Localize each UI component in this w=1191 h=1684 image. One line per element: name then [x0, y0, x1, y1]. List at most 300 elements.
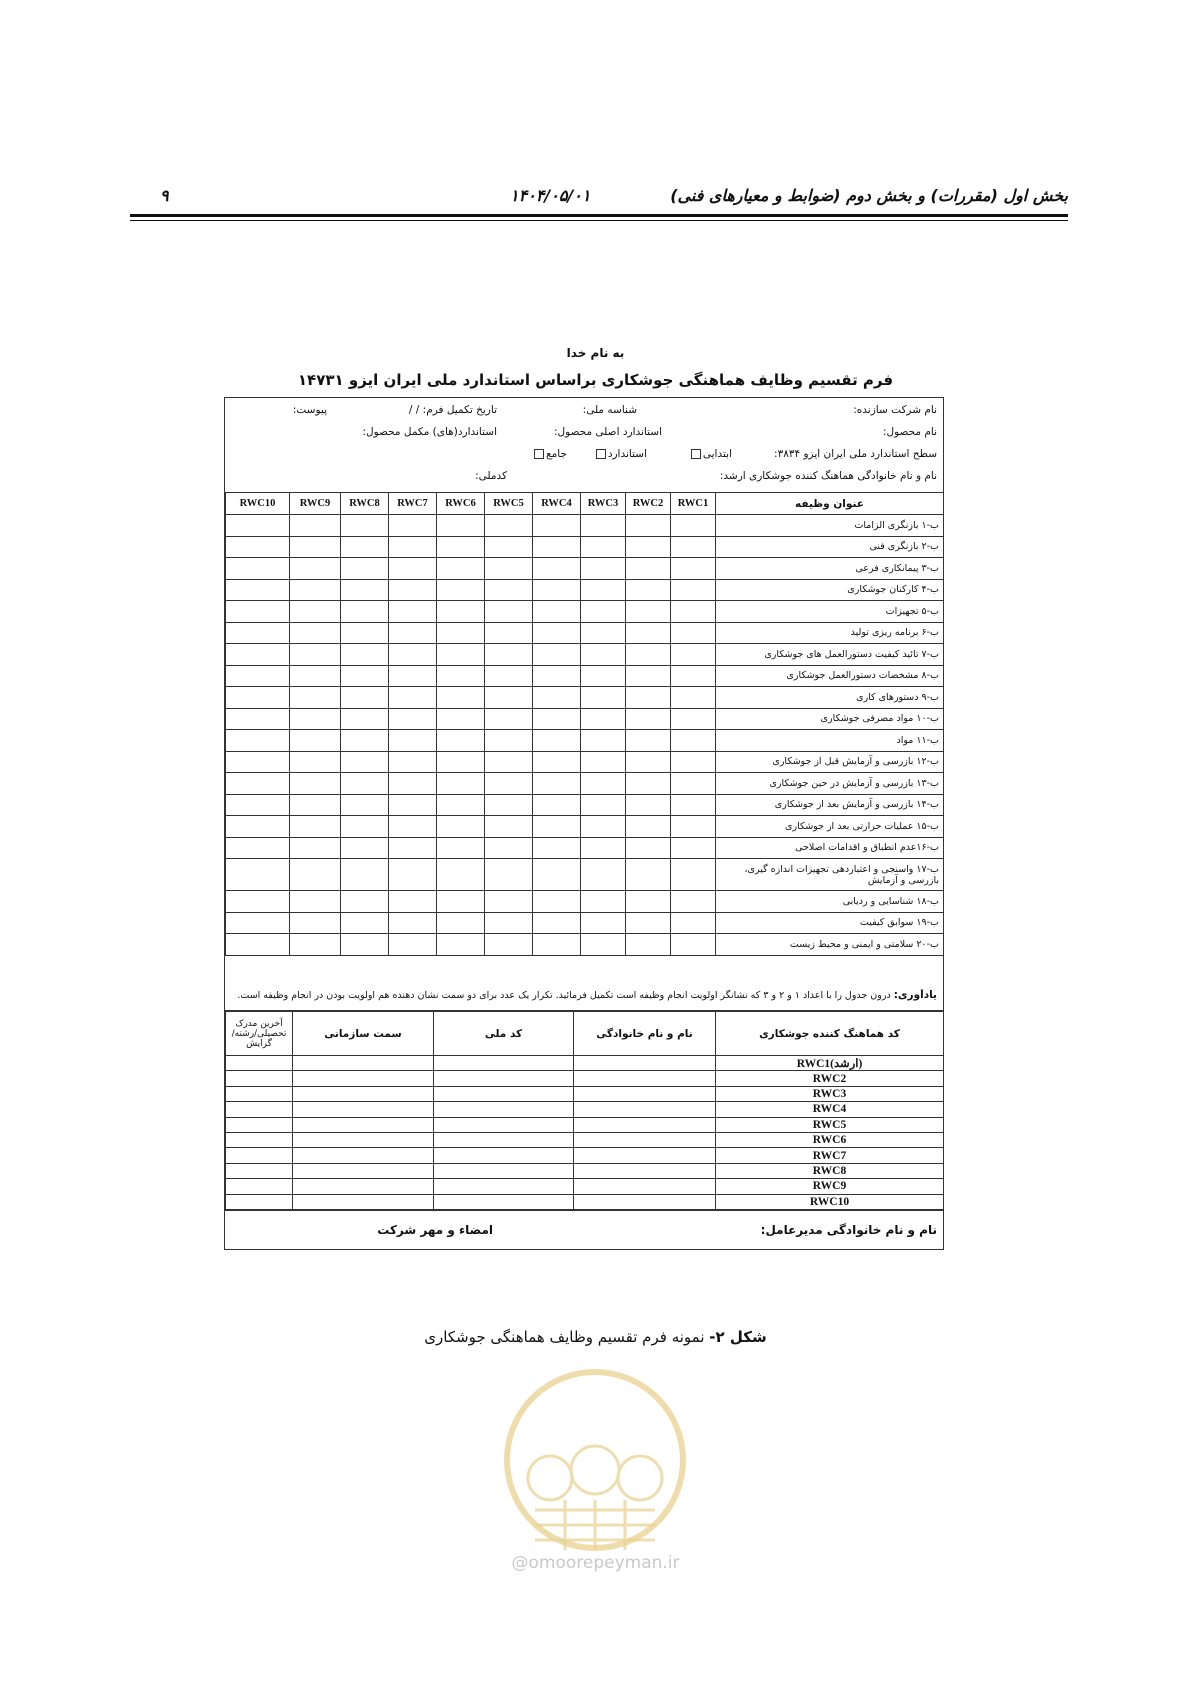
- priority-cell[interactable]: [533, 859, 581, 891]
- task-title: ب-۷ تائید کیفیت دستورالعمل های جوشکاری: [716, 644, 944, 666]
- priority-cell[interactable]: [437, 934, 485, 956]
- priority-cell[interactable]: [389, 912, 437, 934]
- priority-cell[interactable]: [626, 773, 671, 795]
- priority-cell[interactable]: [290, 730, 341, 752]
- coordinator-code: RWC5: [716, 1117, 944, 1132]
- task-row: [226, 601, 944, 623]
- priority-cell[interactable]: [485, 891, 533, 913]
- header-date: ۱۴۰۴/۰۵/۰۱: [510, 186, 591, 205]
- priority-cell[interactable]: [485, 601, 533, 623]
- priority-cell[interactable]: [533, 622, 581, 644]
- priority-cell[interactable]: [341, 816, 389, 838]
- priority-cell[interactable]: [389, 891, 437, 913]
- priority-cell[interactable]: [341, 622, 389, 644]
- priority-cell[interactable]: [437, 622, 485, 644]
- coordinator-field[interactable]: [226, 1102, 293, 1117]
- priority-cell[interactable]: [485, 794, 533, 816]
- coordinator-field[interactable]: [574, 1163, 716, 1178]
- priority-cell[interactable]: [290, 773, 341, 795]
- coordinator-field[interactable]: [293, 1194, 434, 1209]
- priority-cell[interactable]: [581, 773, 626, 795]
- priority-cell[interactable]: [290, 601, 341, 623]
- priority-cell[interactable]: [290, 837, 341, 859]
- coordinator-field[interactable]: [434, 1163, 574, 1178]
- priority-cell[interactable]: [533, 558, 581, 580]
- priority-cell[interactable]: [671, 536, 716, 558]
- priority-cell[interactable]: [290, 644, 341, 666]
- page-header: [130, 186, 1068, 210]
- priority-cell[interactable]: [485, 622, 533, 644]
- priority-cell[interactable]: [389, 837, 437, 859]
- priority-cell[interactable]: [226, 687, 290, 709]
- priority-cell[interactable]: [226, 665, 290, 687]
- priority-cell[interactable]: [226, 859, 290, 891]
- priority-cell[interactable]: [626, 536, 671, 558]
- priority-cell[interactable]: [341, 558, 389, 580]
- priority-cell[interactable]: [671, 665, 716, 687]
- priority-cell[interactable]: [626, 837, 671, 859]
- priority-cell[interactable]: [226, 816, 290, 838]
- priority-cell[interactable]: [226, 579, 290, 601]
- priority-cell[interactable]: [437, 912, 485, 934]
- priority-cell[interactable]: [226, 912, 290, 934]
- priority-cell[interactable]: [671, 859, 716, 891]
- priority-cell[interactable]: [533, 687, 581, 709]
- priority-cell[interactable]: [581, 708, 626, 730]
- priority-cell[interactable]: [485, 837, 533, 859]
- coordinators-body: [226, 1056, 944, 1210]
- priority-cell[interactable]: [226, 558, 290, 580]
- coordinator-field[interactable]: [293, 1163, 434, 1178]
- priority-cell[interactable]: [290, 794, 341, 816]
- priority-cell[interactable]: [581, 601, 626, 623]
- task-row: [226, 859, 944, 891]
- priority-cell[interactable]: [626, 859, 671, 891]
- priority-cell[interactable]: [226, 644, 290, 666]
- priority-cell[interactable]: [671, 708, 716, 730]
- coordinator-field[interactable]: [293, 1086, 434, 1101]
- priority-cell[interactable]: [581, 665, 626, 687]
- coordinator-field[interactable]: [293, 1148, 434, 1163]
- priority-cell[interactable]: [581, 579, 626, 601]
- priority-cell[interactable]: [341, 859, 389, 891]
- priority-cell[interactable]: [581, 730, 626, 752]
- coordinator-field[interactable]: [226, 1194, 293, 1209]
- priority-cell[interactable]: [485, 644, 533, 666]
- coordinator-code: RWC9: [716, 1179, 944, 1194]
- priority-cell[interactable]: [533, 708, 581, 730]
- priority-cell[interactable]: [226, 601, 290, 623]
- coordinator-field[interactable]: [434, 1179, 574, 1194]
- priority-cell[interactable]: [626, 558, 671, 580]
- priority-cell[interactable]: [533, 891, 581, 913]
- priority-cell[interactable]: [671, 601, 716, 623]
- priority-cell[interactable]: [437, 891, 485, 913]
- priority-cell[interactable]: [389, 687, 437, 709]
- priority-cell[interactable]: [626, 665, 671, 687]
- priority-cell[interactable]: [581, 751, 626, 773]
- coordinator-row: [226, 1148, 944, 1163]
- task-title-header: عنوان وظیفه: [716, 493, 944, 515]
- priority-cell[interactable]: [485, 665, 533, 687]
- priority-cell[interactable]: [341, 601, 389, 623]
- priority-cell[interactable]: [581, 687, 626, 709]
- priority-cell[interactable]: [437, 837, 485, 859]
- coordinator-field[interactable]: [434, 1086, 574, 1101]
- priority-cell[interactable]: [671, 751, 716, 773]
- priority-cell[interactable]: [437, 665, 485, 687]
- checkbox-icon[interactable]: [691, 449, 701, 459]
- coordinator-code: RWC1(ارشد): [716, 1056, 944, 1071]
- priority-cell[interactable]: [290, 687, 341, 709]
- priority-cell[interactable]: [626, 934, 671, 956]
- supp-standard-label: استاندارد(های) مکمل محصول:: [362, 426, 497, 438]
- priority-cell[interactable]: [485, 708, 533, 730]
- priority-cell[interactable]: [626, 515, 671, 537]
- coordinator-field[interactable]: [293, 1132, 434, 1147]
- coordinator-code-header: کد هماهنگ کننده جوشکاری: [716, 1012, 944, 1056]
- priority-cell[interactable]: [389, 622, 437, 644]
- task-title: ب-۱۹ سوابق کیفیت: [716, 912, 944, 934]
- priority-cell[interactable]: [533, 934, 581, 956]
- priority-cell[interactable]: [671, 773, 716, 795]
- priority-cell[interactable]: [581, 934, 626, 956]
- priority-cell[interactable]: [533, 816, 581, 838]
- priority-cell[interactable]: [485, 579, 533, 601]
- priority-cell[interactable]: [389, 708, 437, 730]
- priority-cell[interactable]: [533, 536, 581, 558]
- company-label: نام شرکت سازنده:: [853, 404, 937, 416]
- priority-cell[interactable]: [626, 912, 671, 934]
- coordinator-field[interactable]: [574, 1117, 716, 1132]
- task-title: ب-۱۱ مواد: [716, 730, 944, 752]
- task-row: [226, 558, 944, 580]
- coordinator-field[interactable]: [226, 1071, 293, 1086]
- rwc-column-header: RWC9: [290, 493, 341, 515]
- coordinator-row: [226, 1163, 944, 1178]
- priority-cell[interactable]: [389, 579, 437, 601]
- coordinator-field[interactable]: [226, 1163, 293, 1178]
- priority-cell[interactable]: [226, 751, 290, 773]
- priority-cell[interactable]: [437, 558, 485, 580]
- priority-cell[interactable]: [437, 579, 485, 601]
- priority-cell[interactable]: [290, 934, 341, 956]
- priority-cell[interactable]: [290, 751, 341, 773]
- priority-cell[interactable]: [290, 622, 341, 644]
- reminder-note: [225, 989, 943, 1011]
- checkbox-icon[interactable]: [596, 449, 606, 459]
- coordinator-field[interactable]: [293, 1071, 434, 1086]
- priority-cell[interactable]: [290, 708, 341, 730]
- coordinator-field[interactable]: [226, 1132, 293, 1147]
- priority-cell[interactable]: [485, 859, 533, 891]
- coordinator-field[interactable]: [226, 1148, 293, 1163]
- coordinator-field[interactable]: [434, 1102, 574, 1117]
- task-title: ب-۲ بازنگری فنی: [716, 536, 944, 558]
- priority-cell[interactable]: [437, 644, 485, 666]
- priority-cell[interactable]: [485, 773, 533, 795]
- coordinator-field[interactable]: [293, 1102, 434, 1117]
- priority-cell[interactable]: [437, 708, 485, 730]
- priority-cell[interactable]: [341, 934, 389, 956]
- coordinator-field[interactable]: [434, 1071, 574, 1086]
- priority-cell[interactable]: [533, 837, 581, 859]
- priority-cell[interactable]: [341, 773, 389, 795]
- priority-cell[interactable]: [626, 891, 671, 913]
- priority-cell[interactable]: [437, 536, 485, 558]
- priority-cell[interactable]: [389, 773, 437, 795]
- priority-cell[interactable]: [341, 687, 389, 709]
- priority-cell[interactable]: [341, 708, 389, 730]
- coordinator-field[interactable]: [574, 1056, 716, 1071]
- coordinator-field[interactable]: [293, 1117, 434, 1132]
- priority-cell[interactable]: [389, 601, 437, 623]
- priority-cell[interactable]: [389, 751, 437, 773]
- coordinator-code: RWC4: [716, 1102, 944, 1117]
- priority-cell[interactable]: [389, 730, 437, 752]
- priority-cell[interactable]: [389, 515, 437, 537]
- priority-cell[interactable]: [581, 816, 626, 838]
- priority-cell[interactable]: [437, 773, 485, 795]
- priority-cell[interactable]: [485, 934, 533, 956]
- page-number: ۹: [160, 186, 169, 205]
- priority-cell[interactable]: [226, 708, 290, 730]
- task-row: [226, 891, 944, 913]
- coordinator-field[interactable]: [434, 1132, 574, 1147]
- rwc-column-header: RWC5: [485, 493, 533, 515]
- coordinator-field[interactable]: [574, 1132, 716, 1147]
- figure-caption: [0, 1328, 1191, 1346]
- priority-cell[interactable]: [226, 536, 290, 558]
- priority-cell[interactable]: [290, 558, 341, 580]
- priority-cell[interactable]: [389, 644, 437, 666]
- coordinator-row: [226, 1117, 944, 1132]
- rwc-column-header: RWC3: [581, 493, 626, 515]
- priority-cell[interactable]: [341, 751, 389, 773]
- priority-cell[interactable]: [581, 859, 626, 891]
- level-standard-option[interactable]: [596, 448, 647, 460]
- coordinator-row: [226, 1086, 944, 1101]
- priority-cell[interactable]: [533, 773, 581, 795]
- task-title: ب-۱۸ شناسایی و ردیابی: [716, 891, 944, 913]
- priority-cell[interactable]: [485, 687, 533, 709]
- task-title: ب-۵ تجهیزات: [716, 601, 944, 623]
- priority-cell[interactable]: [389, 816, 437, 838]
- coordinator-field[interactable]: [574, 1102, 716, 1117]
- coordinator-field[interactable]: [574, 1194, 716, 1209]
- priority-cell[interactable]: [341, 794, 389, 816]
- priority-cell[interactable]: [533, 751, 581, 773]
- priority-cell[interactable]: [290, 536, 341, 558]
- task-title: ب-۱۰ مواد مصرفی جوشکاری: [716, 708, 944, 730]
- coordinator-code: RWC10: [716, 1194, 944, 1209]
- priority-cell[interactable]: [437, 816, 485, 838]
- priority-cell[interactable]: [671, 644, 716, 666]
- priority-cell[interactable]: [437, 859, 485, 891]
- priority-cell[interactable]: [226, 515, 290, 537]
- priority-cell[interactable]: [533, 665, 581, 687]
- task-row: [226, 622, 944, 644]
- priority-cell[interactable]: [626, 579, 671, 601]
- priority-cell[interactable]: [437, 687, 485, 709]
- task-row: [226, 934, 944, 956]
- coordinator-field[interactable]: [226, 1086, 293, 1101]
- priority-cell[interactable]: [581, 891, 626, 913]
- priority-cell[interactable]: [671, 730, 716, 752]
- priority-cell[interactable]: [389, 558, 437, 580]
- position-header: سمت سازمانی: [293, 1012, 434, 1056]
- priority-cell[interactable]: [533, 730, 581, 752]
- priority-cell[interactable]: [341, 912, 389, 934]
- priority-cell[interactable]: [341, 837, 389, 859]
- coordinator-field[interactable]: [293, 1179, 434, 1194]
- priority-cell[interactable]: [226, 794, 290, 816]
- coordinator-field[interactable]: [226, 1117, 293, 1132]
- priority-cell[interactable]: [626, 644, 671, 666]
- priority-cell[interactable]: [485, 816, 533, 838]
- priority-cell[interactable]: [533, 912, 581, 934]
- coordinator-field[interactable]: [226, 1056, 293, 1071]
- priority-cell[interactable]: [389, 536, 437, 558]
- priority-cell[interactable]: [341, 536, 389, 558]
- priority-cell[interactable]: [437, 601, 485, 623]
- task-title: ب-۱ بازنگری الزامات: [716, 515, 944, 537]
- coordinator-field[interactable]: [574, 1086, 716, 1101]
- coordinator-field[interactable]: [293, 1056, 434, 1071]
- priority-cell[interactable]: [671, 622, 716, 644]
- priority-cell[interactable]: [533, 515, 581, 537]
- coordinator-field[interactable]: [434, 1117, 574, 1132]
- priority-cell[interactable]: [485, 515, 533, 537]
- priority-cell[interactable]: [437, 751, 485, 773]
- coordinator-field[interactable]: [434, 1194, 574, 1209]
- priority-cell[interactable]: [389, 934, 437, 956]
- priority-cell[interactable]: [626, 622, 671, 644]
- priority-cell[interactable]: [290, 515, 341, 537]
- priority-cell[interactable]: [341, 730, 389, 752]
- priority-cell[interactable]: [671, 934, 716, 956]
- priority-cell[interactable]: [671, 515, 716, 537]
- coordinator-field[interactable]: [574, 1179, 716, 1194]
- priority-cell[interactable]: [226, 837, 290, 859]
- priority-cell[interactable]: [226, 773, 290, 795]
- priority-cell[interactable]: [533, 601, 581, 623]
- priority-cell[interactable]: [341, 644, 389, 666]
- priority-cell[interactable]: [581, 912, 626, 934]
- priority-cell[interactable]: [671, 891, 716, 913]
- coordinator-field[interactable]: [574, 1071, 716, 1086]
- priority-cell[interactable]: [626, 816, 671, 838]
- priority-cell[interactable]: [341, 515, 389, 537]
- priority-cell[interactable]: [437, 730, 485, 752]
- priority-cell[interactable]: [533, 644, 581, 666]
- task-row: [226, 687, 944, 709]
- priority-cell[interactable]: [533, 794, 581, 816]
- priority-cell[interactable]: [290, 816, 341, 838]
- priority-cell[interactable]: [626, 708, 671, 730]
- task-row: [226, 837, 944, 859]
- priority-cell[interactable]: [389, 665, 437, 687]
- product-label: نام محصول:: [882, 426, 937, 438]
- priority-cell[interactable]: [226, 934, 290, 956]
- priority-cell[interactable]: [581, 837, 626, 859]
- coordinator-field[interactable]: [434, 1148, 574, 1163]
- priority-cell[interactable]: [581, 622, 626, 644]
- priority-cell[interactable]: [290, 891, 341, 913]
- priority-cell[interactable]: [626, 794, 671, 816]
- caption-label: شکل ۲-: [709, 1328, 767, 1346]
- level-elementary-option[interactable]: [691, 448, 732, 460]
- priority-cell[interactable]: [290, 665, 341, 687]
- priority-cell[interactable]: [389, 859, 437, 891]
- priority-cell[interactable]: [290, 912, 341, 934]
- education-header: آخرین مدرک تحصیلی/رشته/گرایش: [226, 1012, 293, 1056]
- priority-cell[interactable]: [671, 558, 716, 580]
- rwc-column-header: RWC7: [389, 493, 437, 515]
- priority-cell[interactable]: [341, 891, 389, 913]
- level-comprehensive-text: جامع: [546, 448, 567, 460]
- priority-cell[interactable]: [437, 515, 485, 537]
- priority-cell[interactable]: [341, 665, 389, 687]
- priority-cell[interactable]: [626, 601, 671, 623]
- rwc-column-header: RWC1: [671, 493, 716, 515]
- form-title: فرم تقسیم وظایف هماهنگی جوشکاری براساس استاندارد ملی ایران ایزو ۱۴۷۳۱: [297, 371, 894, 389]
- task-title: ب-۸ مشخصات دستورالعمل جوشکاری: [716, 665, 944, 687]
- priority-cell[interactable]: [226, 891, 290, 913]
- coordinator-row: [226, 1102, 944, 1117]
- coordinator-field[interactable]: [226, 1179, 293, 1194]
- priority-cell[interactable]: [581, 794, 626, 816]
- coordinator-code: RWC8: [716, 1163, 944, 1178]
- priority-cell[interactable]: [671, 816, 716, 838]
- priority-cell[interactable]: [226, 730, 290, 752]
- priority-cell[interactable]: [626, 751, 671, 773]
- priority-cell[interactable]: [671, 687, 716, 709]
- priority-cell[interactable]: [671, 837, 716, 859]
- priority-cell[interactable]: [671, 794, 716, 816]
- rwc-column-header: RWC6: [437, 493, 485, 515]
- priority-cell[interactable]: [290, 579, 341, 601]
- priority-cell[interactable]: [290, 859, 341, 891]
- coordinator-field[interactable]: [434, 1056, 574, 1071]
- priority-cell[interactable]: [485, 912, 533, 934]
- priority-cell[interactable]: [581, 515, 626, 537]
- task-table-body: [226, 515, 944, 956]
- priority-cell[interactable]: [341, 579, 389, 601]
- priority-cell[interactable]: [437, 794, 485, 816]
- priority-cell[interactable]: [626, 730, 671, 752]
- coordinator-row: [226, 1132, 944, 1147]
- priority-cell[interactable]: [485, 751, 533, 773]
- priority-cell[interactable]: [389, 794, 437, 816]
- priority-cell[interactable]: [581, 536, 626, 558]
- coordinator-field[interactable]: [574, 1148, 716, 1163]
- priority-cell[interactable]: [485, 730, 533, 752]
- task-row: [226, 816, 944, 838]
- task-title: ب-۹ دستورهای کاری: [716, 687, 944, 709]
- priority-cell[interactable]: [533, 579, 581, 601]
- priority-cell[interactable]: [581, 644, 626, 666]
- priority-cell[interactable]: [485, 536, 533, 558]
- priority-cell[interactable]: [626, 687, 671, 709]
- priority-cell[interactable]: [671, 579, 716, 601]
- priority-cell[interactable]: [581, 558, 626, 580]
- priority-cell[interactable]: [226, 622, 290, 644]
- priority-cell[interactable]: [671, 912, 716, 934]
- priority-cell[interactable]: [485, 558, 533, 580]
- level-comprehensive-option[interactable]: [534, 448, 567, 460]
- checkbox-icon[interactable]: [534, 449, 544, 459]
